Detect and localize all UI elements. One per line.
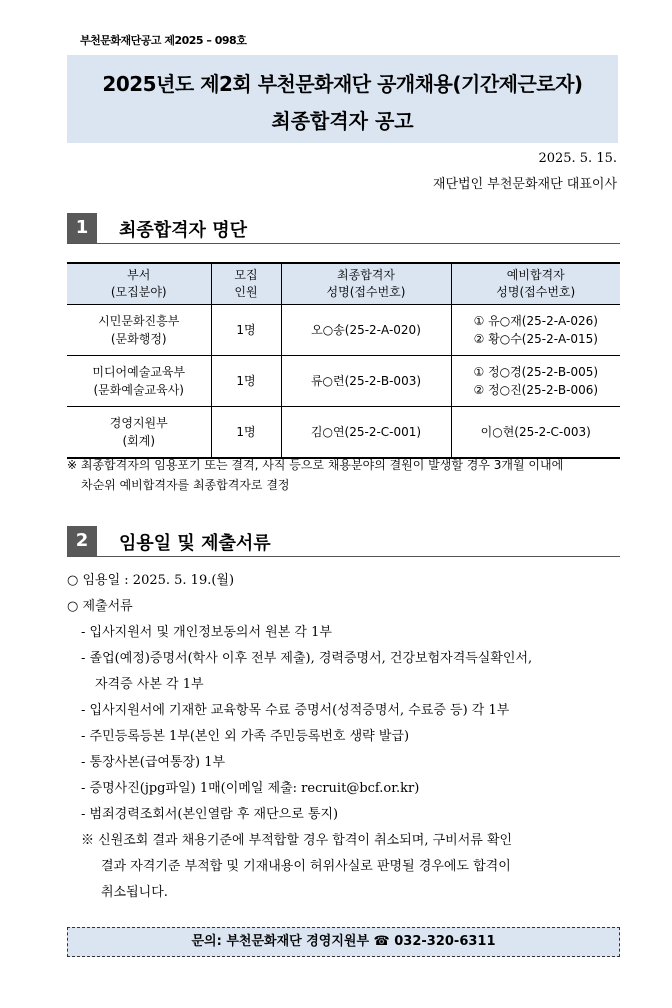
contact-box: 문의: 부천문화재단 경영지원부 ☎ 032-320-6311 bbox=[67, 927, 620, 957]
docs-heading: ○ 제출서류 bbox=[67, 599, 133, 614]
warning-line-3: 취소됩니다. bbox=[101, 885, 168, 900]
list-item: - 졸업(예정)증명서(학사 이후 전부 제출), 경력증명서, 건강보험자격득실확인서, bbox=[81, 651, 533, 666]
list-item: - 주민등록등본 1부(본인 외 가족 주민등록번호 생략 발급) bbox=[81, 729, 410, 744]
note-line-1: ※ 최종합격자의 임용포기 또는 결격, 사직 등으로 채용분야의 결원이 발생할 경우 3개월 이내에 bbox=[67, 458, 564, 472]
alternate-cell: 이○현(25-2-C-003) bbox=[451, 407, 620, 459]
title-box bbox=[67, 55, 618, 143]
dept-cell: 미디어예술교육부 (문화예술교육사) bbox=[67, 356, 211, 407]
appointment-date: ○ 임용일 : 2025. 5. 19.(월) bbox=[67, 573, 235, 588]
title-line-1: 2025년도 제2회 부천문화재단 공개채용(기간제근로자) bbox=[102, 72, 583, 96]
header-count: 모집 인원 bbox=[211, 263, 281, 305]
final-cell: 김○연(25-2-C-001) bbox=[281, 407, 451, 459]
section-1-title: 최종합격자 명단 bbox=[119, 220, 247, 241]
list-item: - 입사지원서에 기재한 교육항목 수료 증명서(성적증명서, 수료증 등) 각 1부 bbox=[81, 703, 510, 718]
section-1-number: 1 bbox=[67, 213, 97, 243]
count-cell: 1명 bbox=[211, 305, 281, 356]
alternate-cell: ① 정○경(25-2-B-005) ② 정○진(25-2-B-006) bbox=[451, 356, 620, 407]
header-alternate: 예비합격자 성명(접수번호) bbox=[451, 263, 620, 305]
list-item: - 증명사진(jpg파일) 1매(이메일 제출: recruit@bcf.or.kr) bbox=[81, 781, 420, 796]
table-row bbox=[67, 305, 620, 356]
submission-list bbox=[67, 568, 627, 906]
section-2-number: 2 bbox=[67, 526, 97, 556]
dept-cell: 시민문화진흥부 (문화행정) bbox=[67, 305, 211, 356]
final-cell: 류○련(25-2-B-003) bbox=[281, 356, 451, 407]
section-2-title: 임용일 및 제출서류 bbox=[119, 533, 271, 554]
count-cell: 1명 bbox=[211, 407, 281, 459]
announcement-date: 2025. 5. 15. bbox=[538, 151, 617, 166]
header-final: 최종합격자 성명(접수번호) bbox=[281, 263, 451, 305]
table-row bbox=[67, 407, 620, 459]
table-note bbox=[67, 455, 627, 495]
list-item: - 입사지원서 및 개인정보동의서 원본 각 1부 bbox=[81, 625, 332, 640]
finalist-table bbox=[67, 262, 620, 459]
list-item: 자격증 사본 각 1부 bbox=[95, 677, 204, 692]
section-1-header bbox=[67, 213, 620, 244]
title-line-2: 최종합격자 공고 bbox=[271, 109, 414, 133]
issuer: 재단법인 부천문화재단 대표이사 bbox=[432, 177, 617, 192]
warning-line-1: ※ 신원조회 결과 채용기준에 부적합할 경우 합격이 취소되며, 구비서류 확인 bbox=[81, 833, 513, 848]
count-cell: 1명 bbox=[211, 356, 281, 407]
list-item: - 범죄경력조회서(본인열람 후 재단으로 통지) bbox=[81, 807, 339, 822]
dept-cell: 경영지원부 (회계) bbox=[67, 407, 211, 459]
final-cell: 오○송(25-2-A-020) bbox=[281, 305, 451, 356]
list-item: - 통장사본(급여통장) 1부 bbox=[81, 755, 226, 770]
table-row bbox=[67, 356, 620, 407]
section-2-header bbox=[67, 526, 620, 557]
alternate-cell: ① 유○재(25-2-A-026) ② 황○수(25-2-A-015) bbox=[451, 305, 620, 356]
header-dept: 부서 (모집분야) bbox=[67, 263, 211, 305]
table-header-row bbox=[67, 263, 620, 305]
document-number: 부천문화재단공고 제2025 – 098호 bbox=[80, 34, 247, 47]
note-line-2: 차순위 예비합격자를 최종합격자로 결정 bbox=[81, 478, 290, 492]
warning-line-2: 결과 자격기준 부적합 및 기재내용이 허위사실로 판명될 경우에도 합격이 bbox=[101, 859, 511, 874]
